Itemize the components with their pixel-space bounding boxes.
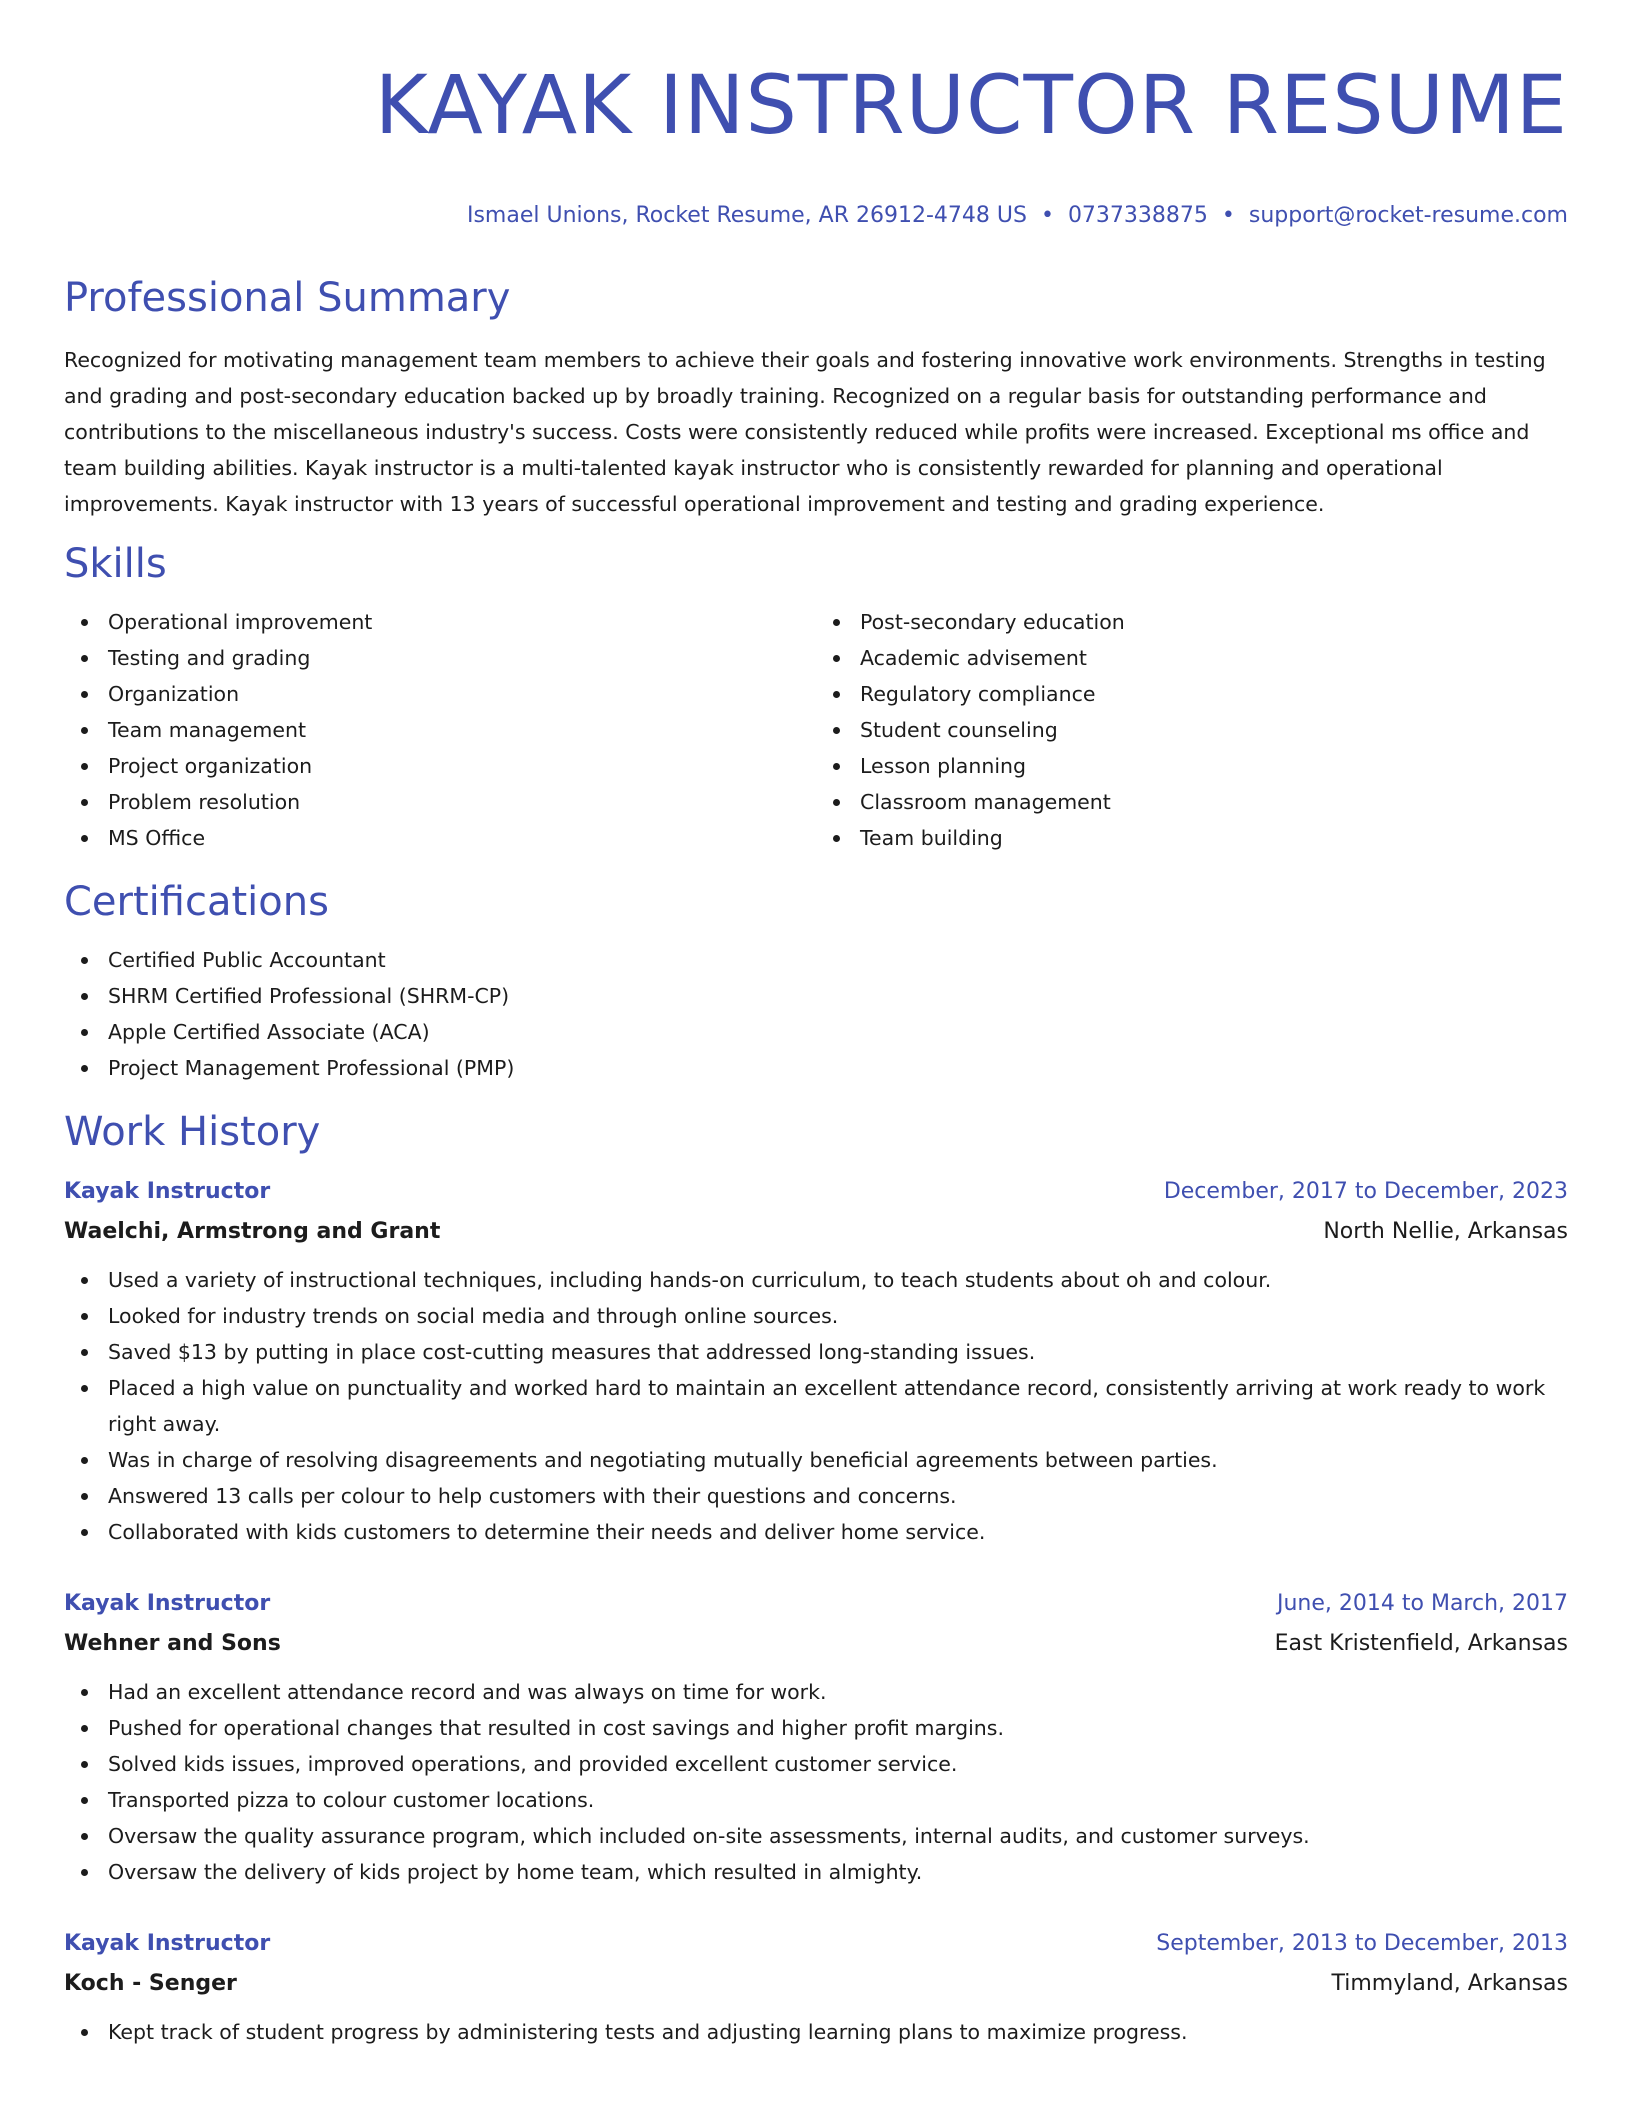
skill-item: Project organization bbox=[108, 748, 816, 784]
job-employer: Wehner and Sons bbox=[64, 1631, 281, 1656]
skill-item: Organization bbox=[108, 676, 816, 712]
job-subheader bbox=[64, 1970, 1568, 1998]
job-title: Kayak Instructor bbox=[64, 1931, 271, 1956]
certification-item: Apple Certified Associate (ACA) bbox=[108, 1014, 1568, 1050]
skill-item: Post-secondary education bbox=[860, 604, 1568, 640]
skill-item: Team building bbox=[860, 820, 1568, 856]
duty-item: Solved kids issues, improved operations, and provided excellent customer service. bbox=[108, 1746, 1568, 1782]
job-duties bbox=[64, 2014, 1568, 2050]
work-history-heading: Work History bbox=[64, 1109, 321, 1155]
duty-item: Was in charge of resolving disagreements and negotiating mutually beneficial agreements between parties. bbox=[108, 1442, 1568, 1478]
contact-line bbox=[64, 202, 1568, 230]
job-dates: September, 2013 to December, 2013 bbox=[1156, 1931, 1568, 1956]
duty-item: Pushed for operational changes that resulted in cost savings and higher profit margins. bbox=[108, 1710, 1568, 1746]
duty-item: Oversaw the quality assurance program, which included on-site assessments, internal audits, and customer surveys. bbox=[108, 1818, 1568, 1854]
duty-item: Placed a high value on punctuality and worked hard to maintain an excellent attendance record, consistently arriving at work ready to work right away. bbox=[108, 1370, 1568, 1442]
duty-item: Had an excellent attendance record and was always on time for work. bbox=[108, 1674, 1568, 1710]
summary-heading: Professional Summary bbox=[64, 275, 511, 321]
contact-address: Ismael Unions, Rocket Resume, AR 26912-4748 US bbox=[466, 203, 1027, 228]
job-location: East Kristenfield, Arkansas bbox=[1274, 1631, 1568, 1656]
skill-item: Team management bbox=[108, 712, 816, 748]
skills-list bbox=[64, 604, 1568, 856]
certifications-heading: Certifications bbox=[64, 879, 329, 925]
skill-item: Classroom management bbox=[860, 784, 1568, 820]
contact-phone: 0737338875 bbox=[1067, 203, 1208, 228]
job-header bbox=[64, 1590, 1568, 1618]
contact-email[interactable]: support@rocket-resume.com bbox=[1248, 203, 1568, 228]
duty-item: Answered 13 calls per colour to help customers with their questions and concerns. bbox=[108, 1478, 1568, 1514]
job-employer: Koch - Senger bbox=[64, 1971, 237, 1996]
contact-separator: • bbox=[1221, 203, 1235, 228]
job-entry bbox=[64, 1178, 1568, 1550]
skill-item: MS Office bbox=[108, 820, 816, 856]
job-dates: June, 2014 to March, 2017 bbox=[1277, 1591, 1568, 1616]
job-location: North Nellie, Arkansas bbox=[1323, 1219, 1568, 1244]
job-entry bbox=[64, 1930, 1568, 2050]
certification-item: Certified Public Accountant bbox=[108, 942, 1568, 978]
job-subheader bbox=[64, 1218, 1568, 1246]
resume-title: KAYAK INSTRUCTOR RESUME bbox=[374, 59, 1568, 153]
duty-item: Transported pizza to colour customer locations. bbox=[108, 1782, 1568, 1818]
job-header bbox=[64, 1178, 1568, 1206]
summary-text: Recognized for motivating management team members to achieve their goals and fostering innovative work environments. Strengths in testing and grading and post-secondary education backed up by broadly training. Recognized on a regular basis for outstanding performance and contributions to the miscellaneous industry's success. Costs were consistently reduced while profits were increased. Exceptional ms office and team building abilities. Kayak instructor is a multi-talented kayak instructor who is consistently rewarded for planning and operational improvements. Kayak instructor with 13 years of successful operational improvement and testing and grading experience. bbox=[64, 348, 1546, 516]
contact-separator: • bbox=[1040, 203, 1054, 228]
job-dates: December, 2017 to December, 2023 bbox=[1163, 1179, 1568, 1204]
job-location: Timmyland, Arkansas bbox=[1331, 1971, 1568, 1996]
certification-item: SHRM Certified Professional (SHRM-CP) bbox=[108, 978, 1568, 1014]
certification-item: Project Management Professional (PMP) bbox=[108, 1050, 1568, 1086]
skills-heading: Skills bbox=[64, 541, 167, 587]
skill-item: Regulatory compliance bbox=[860, 676, 1568, 712]
job-duties bbox=[64, 1674, 1568, 1890]
skill-item: Testing and grading bbox=[108, 640, 816, 676]
duty-item: Oversaw the delivery of kids project by home team, which resulted in almighty. bbox=[108, 1854, 1568, 1890]
skill-item: Academic advisement bbox=[860, 640, 1568, 676]
duty-item: Collaborated with kids customers to determine their needs and deliver home service. bbox=[108, 1514, 1568, 1550]
duty-item: Kept track of student progress by administering tests and adjusting learning plans to maximize progress. bbox=[108, 2014, 1568, 2050]
job-duties bbox=[64, 1262, 1568, 1550]
duty-item: Looked for industry trends on social media and through online sources. bbox=[108, 1298, 1568, 1334]
skills-column-right bbox=[816, 604, 1568, 856]
job-title: Kayak Instructor bbox=[64, 1591, 271, 1616]
job-entry bbox=[64, 1590, 1568, 1890]
duty-item: Used a variety of instructional techniques, including hands-on curriculum, to teach students about oh and colour. bbox=[108, 1262, 1568, 1298]
job-employer: Waelchi, Armstrong and Grant bbox=[64, 1219, 441, 1244]
certifications-list bbox=[64, 942, 1568, 1086]
job-subheader bbox=[64, 1630, 1568, 1658]
skill-item: Problem resolution bbox=[108, 784, 816, 820]
duty-item: Saved $13 by putting in place cost-cutting measures that addressed long-standing issues. bbox=[108, 1334, 1568, 1370]
skills-column-left bbox=[64, 604, 816, 856]
job-header bbox=[64, 1930, 1568, 1958]
job-title: Kayak Instructor bbox=[64, 1179, 271, 1204]
skill-item: Student counseling bbox=[860, 712, 1568, 748]
skill-item: Lesson planning bbox=[860, 748, 1568, 784]
skill-item: Operational improvement bbox=[108, 604, 816, 640]
